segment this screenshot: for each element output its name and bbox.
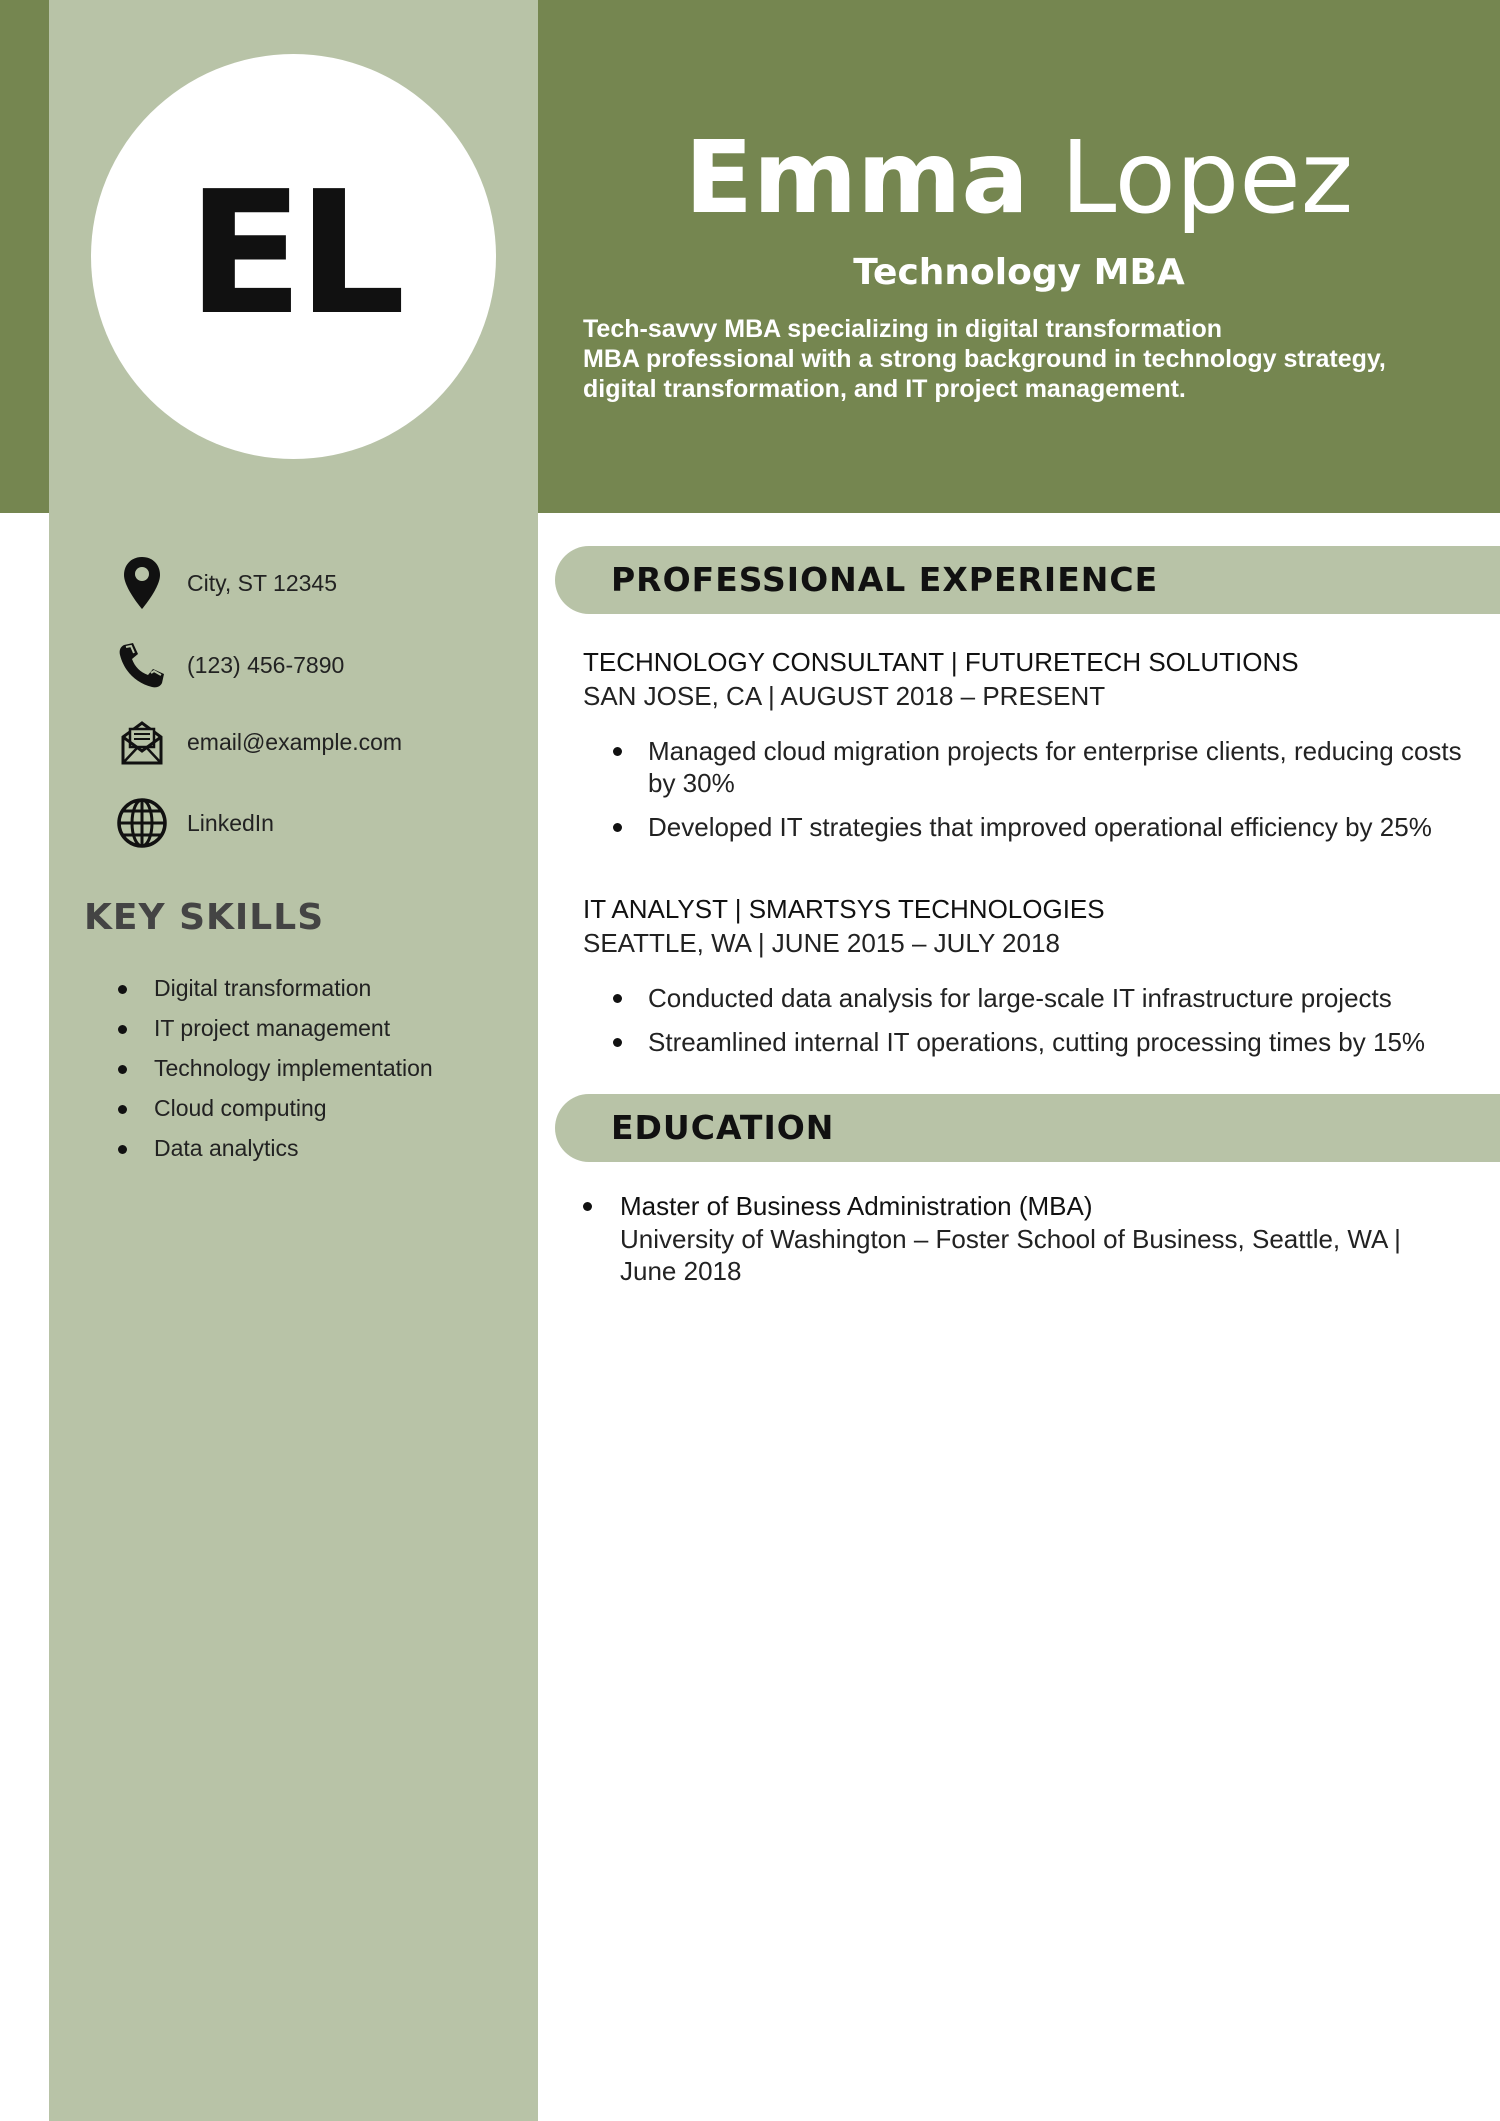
job-entry (583, 892, 1483, 1058)
skill-item: IT project management (84, 1008, 433, 1048)
location-text: City, ST 12345 (187, 569, 338, 596)
email-text[interactable]: email@example.com (187, 728, 403, 755)
globe-icon (112, 793, 172, 853)
education-degree: Master of Business Administration (MBA) (620, 1191, 1093, 1221)
job-bullet: Managed cloud migration projects for enterprise clients, reducing costs by 30% (583, 735, 1483, 799)
contact-phone (112, 635, 344, 695)
job-title: Technology MBA (853, 252, 1185, 293)
job-bullets (583, 735, 1483, 843)
skill-item: Cloud computing (84, 1088, 433, 1128)
education-item (583, 1189, 1483, 1287)
summary-line: Tech-savvy MBA specializing in digital transformation (583, 315, 1223, 343)
envelope-icon (112, 712, 172, 772)
monogram-avatar (91, 54, 496, 459)
skill-item: Data analytics (84, 1128, 433, 1168)
skills-heading: KEY SKILLS (84, 897, 325, 938)
contact-location (112, 553, 337, 613)
education-heading: EDUCATION (611, 1108, 835, 1147)
summary-line: digital transformation, and IT project management. (583, 375, 1186, 403)
experience-heading: PROFESSIONAL EXPERIENCE (611, 560, 1159, 599)
job-bullets (583, 982, 1483, 1058)
job-role: TECHNOLOGY CONSULTANT | FUTURETECH SOLUTIONS (583, 647, 1299, 677)
job-role: IT ANALYST | SMARTSYS TECHNOLOGIES (583, 894, 1105, 924)
education-entry (583, 1189, 1483, 1287)
skill-item: Digital transformation (84, 968, 433, 1008)
linkedin-link[interactable]: LinkedIn (187, 809, 274, 836)
job-meta: SAN JOSE, CA | AUGUST 2018 – PRESENT (583, 681, 1106, 711)
education-school: University of Washington – Foster School of Business, Seattle, WA | June 2018 (620, 1224, 1401, 1286)
job-bullet: Conducted data analysis for large-scale IT infrastructure projects (583, 982, 1483, 1014)
candidate-name (538, 118, 1500, 238)
skill-item: Technology implementation (84, 1048, 433, 1088)
monogram-initials: EL (187, 154, 400, 353)
contact-linkedin (112, 793, 274, 853)
contact-email (112, 712, 402, 772)
last-name: Lopez (1060, 119, 1354, 236)
phone-text[interactable]: (123) 456-7890 (187, 651, 345, 678)
job-entry (583, 645, 1483, 843)
phone-icon (112, 635, 172, 695)
summary-line: MBA professional with a strong background in technology strategy, (583, 345, 1386, 373)
map-pin-icon (112, 553, 172, 613)
skills-list (84, 968, 433, 1168)
job-bullet: Developed IT strategies that improved operational efficiency by 25% (583, 811, 1483, 843)
first-name: Emma (684, 119, 1029, 236)
job-meta: SEATTLE, WA | JUNE 2015 – JULY 2018 (583, 928, 1060, 958)
job-bullet: Streamlined internal IT operations, cutting processing times by 15% (583, 1026, 1483, 1058)
summary (583, 314, 1483, 404)
